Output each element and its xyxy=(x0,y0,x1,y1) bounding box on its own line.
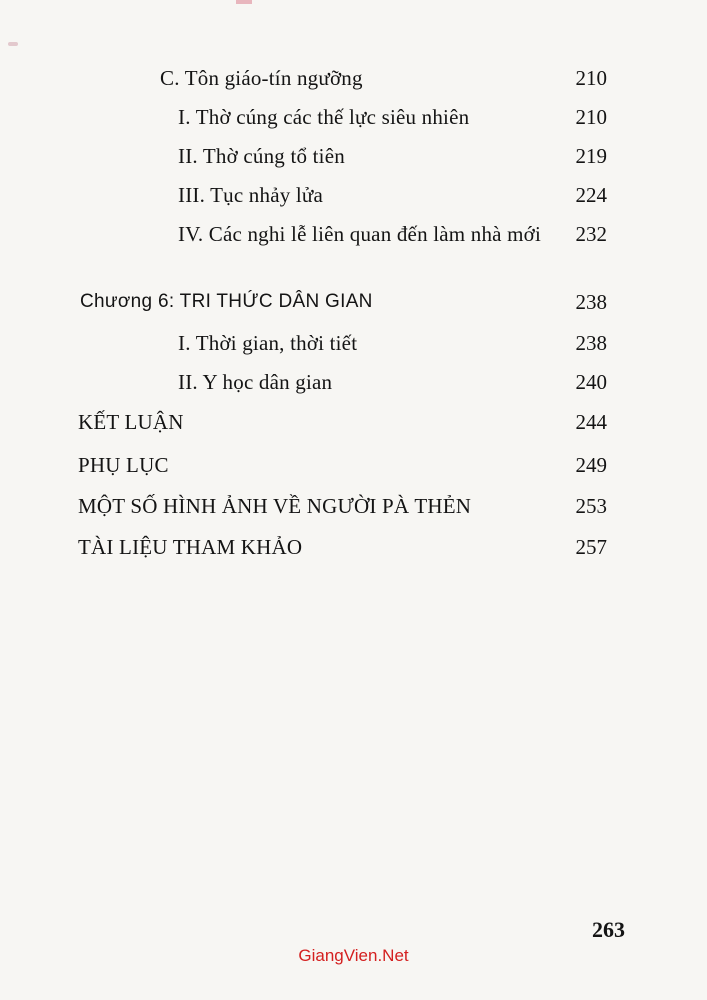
toc-entry-title: PHỤ LỤC xyxy=(78,453,169,477)
toc-entry-page: 232 xyxy=(575,222,607,246)
toc-entry-page: 238 xyxy=(575,331,607,355)
toc-entry-title: TÀI LIỆU THAM KHẢO xyxy=(78,535,303,559)
toc-entry-page: 240 xyxy=(575,370,607,394)
toc-entry-title: III. Tục nhảy lửa xyxy=(178,183,324,207)
toc-entry-page: 210 xyxy=(575,105,607,129)
toc-entry-page: 244 xyxy=(575,410,607,434)
toc-entry-title: I. Thời gian, thời tiết xyxy=(178,331,358,355)
toc-entry-title: Chương 6: TRI THỨC DÂN GIAN xyxy=(80,291,373,312)
toc-entry-title: MỘT SỐ HÌNH ẢNH VỀ NGƯỜI PÀ THẺN xyxy=(78,494,472,518)
toc-entry-title: II. Thờ cúng tổ tiên xyxy=(178,144,345,168)
watermark-link[interactable]: GiangVien.Net xyxy=(298,946,409,965)
toc-entry-title: I. Thờ cúng các thế lực siêu nhiên xyxy=(178,105,470,129)
print-smudge xyxy=(8,42,18,46)
toc-entry-page: 210 xyxy=(575,66,607,90)
print-mark xyxy=(236,0,252,4)
toc-entry-title: II. Y học dân gian xyxy=(178,370,333,394)
toc-entry-page: 257 xyxy=(575,535,607,559)
toc-entry-title: IV. Các nghi lễ liên quan đến làm nhà mới xyxy=(178,222,542,246)
page-number: 263 xyxy=(592,917,625,942)
toc-entry-page: 238 xyxy=(575,290,607,314)
toc-entry-title: KẾT LUẬN xyxy=(78,410,184,434)
toc-entry-title: C. Tôn giáo-tín ngưỡng xyxy=(160,66,363,90)
toc-entry-page: 219 xyxy=(575,144,607,168)
toc-entry-page: 253 xyxy=(575,494,607,518)
toc-entry-page: 224 xyxy=(575,183,607,207)
toc-entry-page: 249 xyxy=(575,453,607,477)
